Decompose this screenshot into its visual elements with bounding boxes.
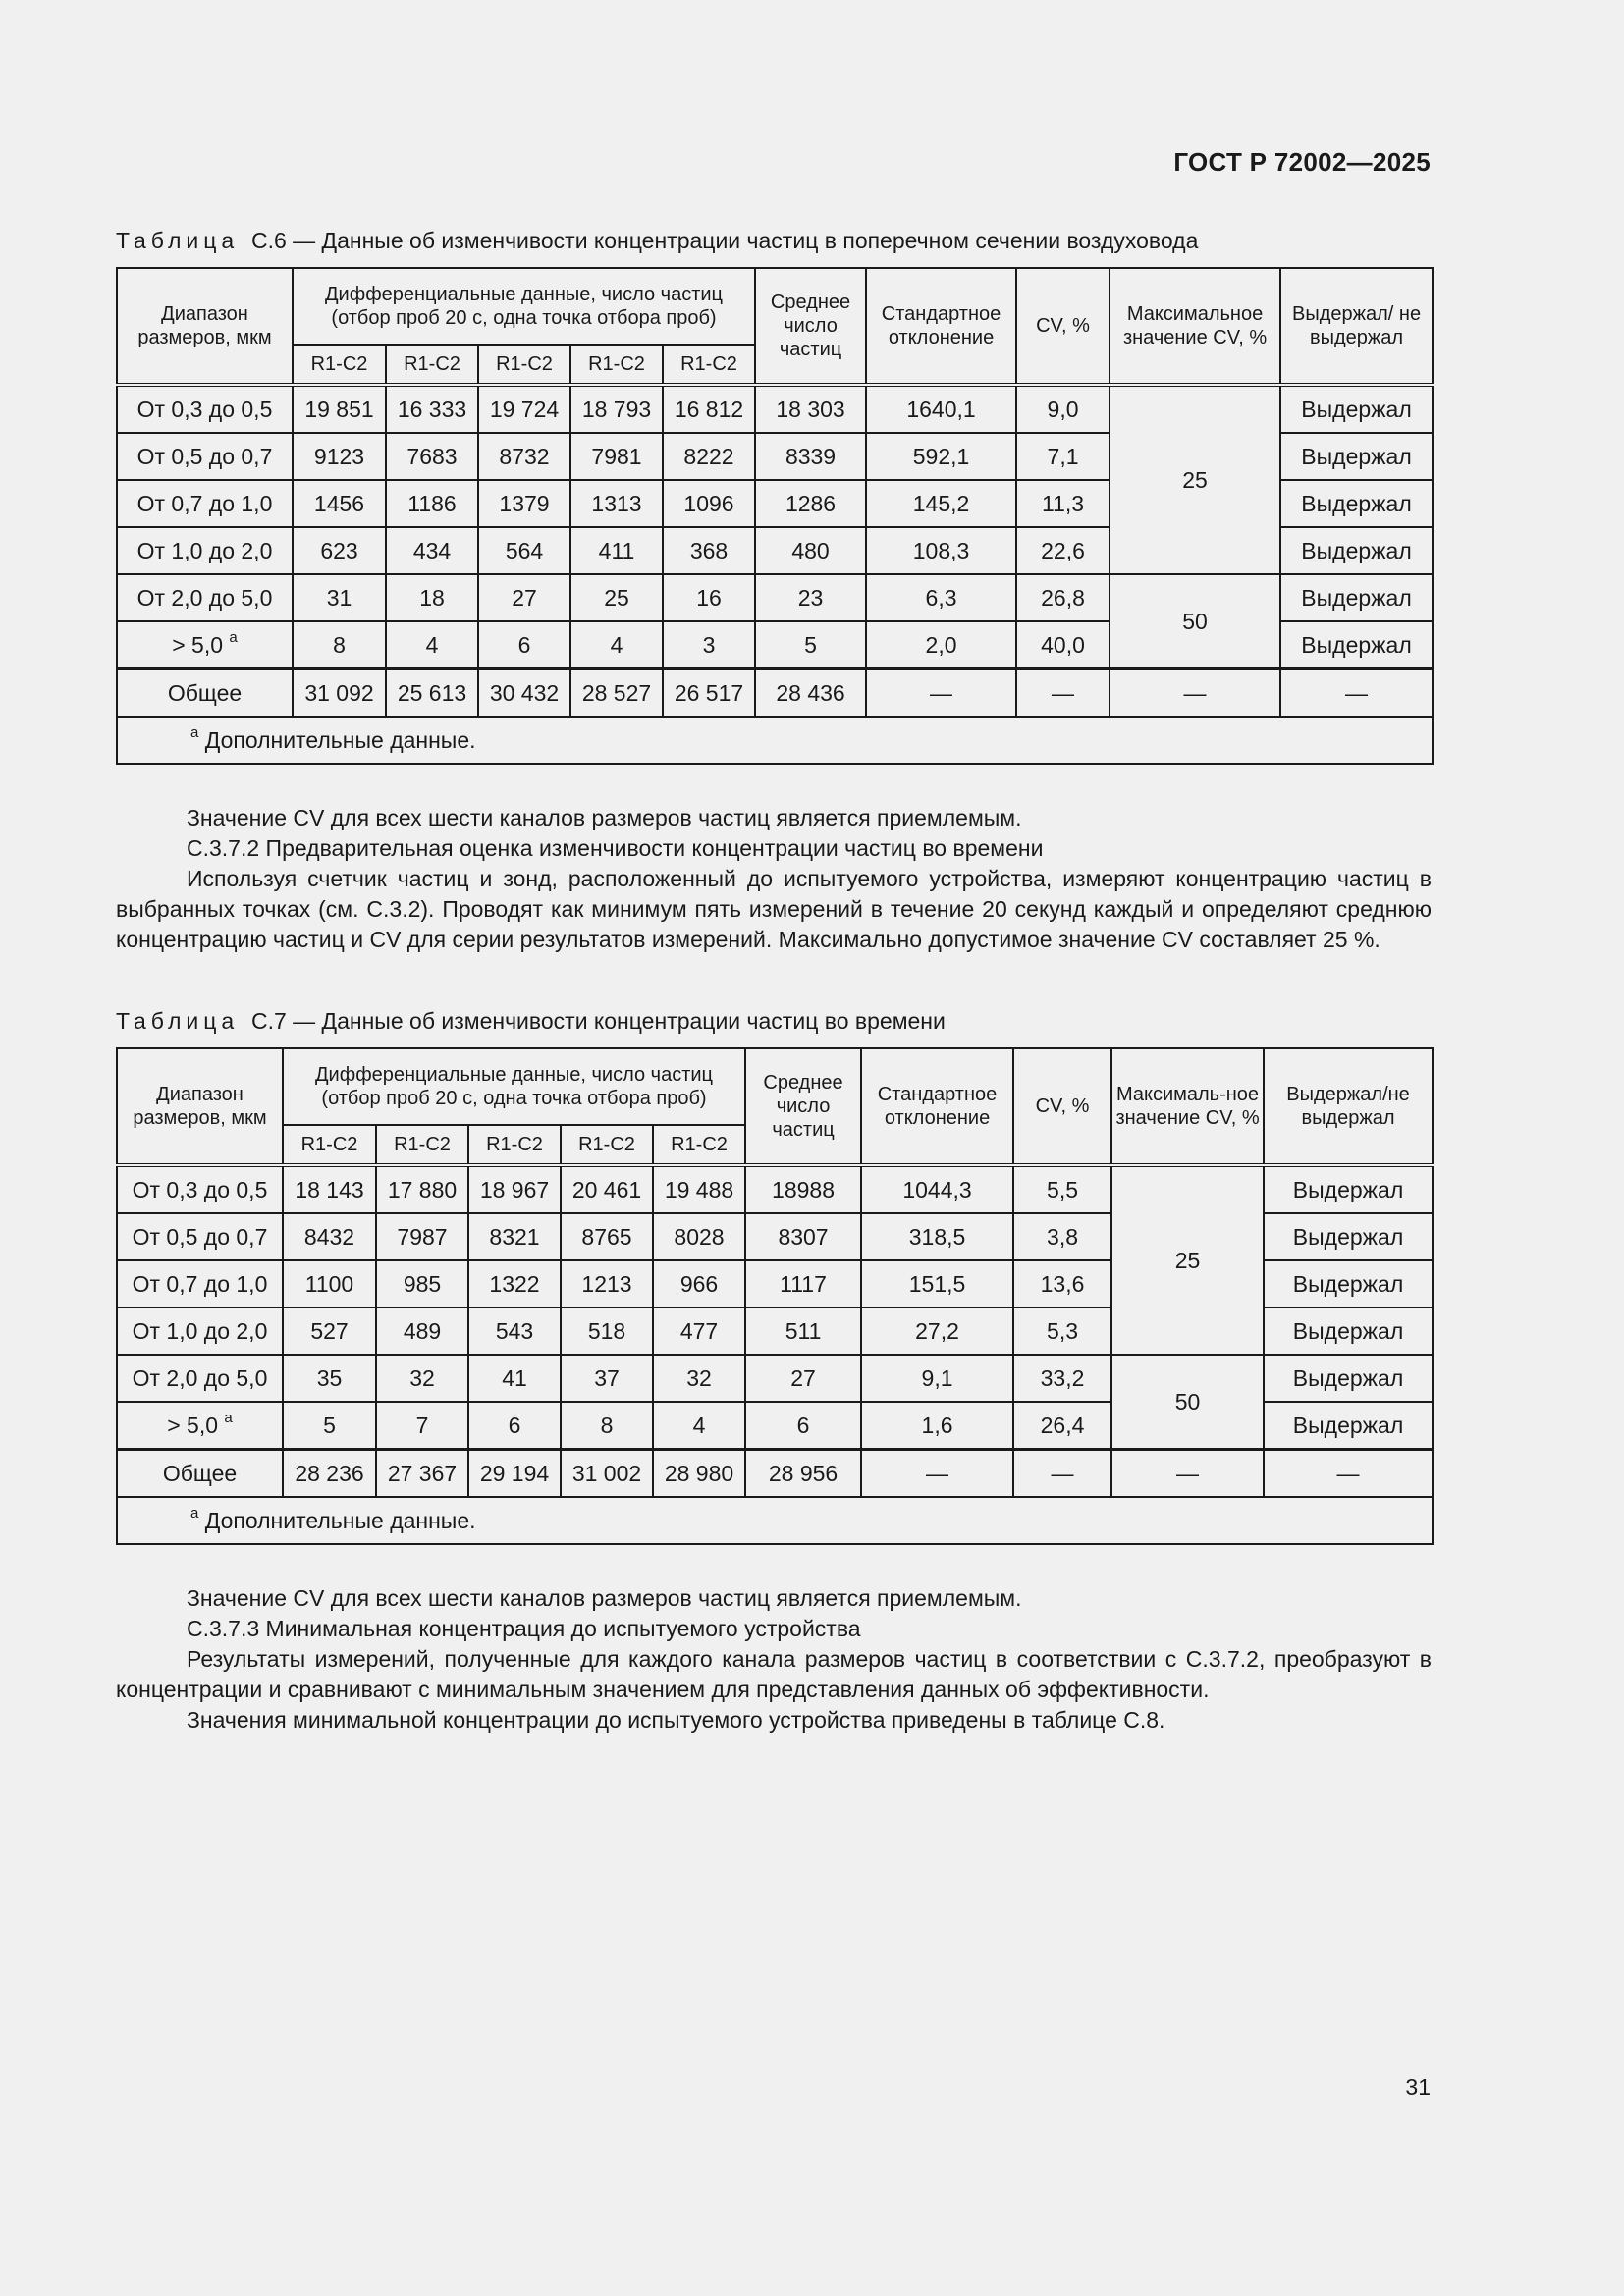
header-cv: CV, % [1013, 1048, 1111, 1165]
cell-range: От 0,3 до 0,5 [117, 1165, 283, 1213]
cell-value: 32 [653, 1355, 745, 1402]
cell-value: 31 002 [561, 1450, 653, 1498]
cell-range [117, 1402, 283, 1450]
cell-std: 27,2 [861, 1308, 1013, 1355]
cell-value: 1213 [561, 1260, 653, 1308]
footnote-text: Дополнительные данные. [204, 1507, 476, 1533]
cell-value: 8 [293, 621, 386, 669]
cell-value: 1379 [478, 480, 570, 527]
cell-value: 1096 [663, 480, 755, 527]
cell-value: 8222 [663, 433, 755, 480]
cell-std: 592,1 [866, 433, 1016, 480]
cell-value: 29 194 [468, 1450, 561, 1498]
cell-result: Выдержал [1280, 527, 1433, 574]
paragraph: Значения минимальной концентрации до испытуемого устройства приведены в таблице С.8. [187, 1707, 1165, 1733]
cell-range: От 1,0 до 2,0 [117, 527, 293, 574]
cell-cv: 5,5 [1013, 1165, 1111, 1213]
cell-value: 16 333 [386, 385, 478, 433]
cell-value: 8765 [561, 1213, 653, 1260]
total-row [117, 669, 1433, 718]
cell-std: 1640,1 [866, 385, 1016, 433]
cell-value: 411 [570, 527, 663, 574]
header-result: Выдержал/ не выдержал [1280, 268, 1433, 385]
cell-range: Общее [117, 1450, 283, 1498]
cell-std: 9,1 [861, 1355, 1013, 1402]
cell-std: 108,3 [866, 527, 1016, 574]
cell-value: 7981 [570, 433, 663, 480]
cell-range: От 0,7 до 1,0 [117, 1260, 283, 1308]
cell-cv: 22,6 [1016, 527, 1110, 574]
cell-value: 477 [653, 1308, 745, 1355]
cell-max-cv: 25 [1110, 385, 1280, 574]
cell-mean: 8307 [745, 1213, 861, 1260]
cell-std: 1,6 [861, 1402, 1013, 1450]
cell-mean: 23 [755, 574, 866, 621]
cell-value: 26 517 [663, 669, 755, 718]
cell-range: От 2,0 до 5,0 [117, 1355, 283, 1402]
cell-cv: 11,3 [1016, 480, 1110, 527]
paragraph: Значение CV для всех шести каналов размеров частиц является приемлемым. [187, 805, 1022, 830]
cell-value: 30 432 [478, 669, 570, 718]
cell-value: 1313 [570, 480, 663, 527]
cell-value: 16 812 [663, 385, 755, 433]
cell-value: 35 [283, 1355, 376, 1402]
range-text: > 5,0 [167, 1412, 219, 1438]
table-row [117, 1165, 1433, 1213]
cell-value: 1322 [468, 1260, 561, 1308]
paragraph: Используя счетчик частиц и зонд, расположенный до испытуемого устройства, измеряют концентрацию частиц в выбранных точках (см. С.3.2). Проводят как минимум пять измерений в течение 20 секунд каждый и определяют среднюю концентрацию частиц и CV для серии результатов измерений. Максимально допустимое значение CV составляет 25 %. [116, 866, 1432, 952]
cell-value: 1186 [386, 480, 478, 527]
cell-cv: 9,0 [1016, 385, 1110, 433]
table2-caption [116, 1008, 946, 1035]
cell-value: 8321 [468, 1213, 561, 1260]
cell-value: 27 367 [376, 1450, 468, 1498]
cell-value: 31 092 [293, 669, 386, 718]
cell-value: 8732 [478, 433, 570, 480]
cell-mean: 5 [755, 621, 866, 669]
cell-range [117, 621, 293, 669]
cell-cv: 13,6 [1013, 1260, 1111, 1308]
cell-value: 434 [386, 527, 478, 574]
cell-cv: 26,4 [1013, 1402, 1111, 1450]
cell-value: 19 851 [293, 385, 386, 433]
table-row [117, 1355, 1433, 1402]
header-std: Стандартное отклонение [861, 1048, 1013, 1165]
cell-range: От 0,3 до 0,5 [117, 385, 293, 433]
text-block-2 [116, 1583, 1432, 1735]
cell-std: 1044,3 [861, 1165, 1013, 1213]
cell-value: 7 [376, 1402, 468, 1450]
cell-value: 18 143 [283, 1165, 376, 1213]
cell-cv: 40,0 [1016, 621, 1110, 669]
header-sub: R1-C2 [293, 345, 386, 385]
cell-result: Выдержал [1264, 1260, 1433, 1308]
footnote [117, 1497, 1433, 1544]
cell-value: 9123 [293, 433, 386, 480]
cell-mean: 1117 [745, 1260, 861, 1308]
header-sub: R1-C2 [561, 1125, 653, 1165]
table2-caption-label: Таблица [116, 1008, 240, 1034]
footnote-mark: а [224, 1409, 233, 1426]
section-heading: С.3.7.3 Минимальная концентрация до испытуемого устройства [187, 1616, 861, 1641]
cell-std: 6,3 [866, 574, 1016, 621]
cell-value: 8028 [653, 1213, 745, 1260]
cell-result: Выдержал [1264, 1165, 1433, 1213]
cell-value: 19 488 [653, 1165, 745, 1213]
cell-value: 18 793 [570, 385, 663, 433]
cell-value: 3 [663, 621, 755, 669]
cell-result: Выдержал [1264, 1213, 1433, 1260]
footnote-mark: а [229, 628, 238, 646]
header-result: Выдержал/не выдержал [1264, 1048, 1433, 1165]
cell-value: 4 [386, 621, 478, 669]
cell-value: 8 [561, 1402, 653, 1450]
cell-result: Выдержал [1280, 433, 1433, 480]
cell-max-cv: 50 [1110, 574, 1280, 669]
cell-result: Выдержал [1264, 1402, 1433, 1450]
header-sub: R1-C2 [468, 1125, 561, 1165]
paragraph: Результаты измерений, полученные для каждого канала размеров частиц в соответствии с С.3.7.2, преобразуют в концентрации и сравнивают с минимальным значением для представления данных об эффективности. [116, 1646, 1432, 1702]
cell-std: 2,0 [866, 621, 1016, 669]
cell-mean: 28 436 [755, 669, 866, 718]
cell-value: 6 [478, 621, 570, 669]
cell-mean: 511 [745, 1308, 861, 1355]
cell-value: 564 [478, 527, 570, 574]
cell-value: 37 [561, 1355, 653, 1402]
cell-result: Выдержал [1280, 621, 1433, 669]
cell-value: 518 [561, 1308, 653, 1355]
header-mean: Среднее число частиц [745, 1048, 861, 1165]
cell-cv: 7,1 [1016, 433, 1110, 480]
cell-cv: 33,2 [1013, 1355, 1111, 1402]
table1-caption-label: Таблица [116, 228, 240, 253]
cell-value: 27 [478, 574, 570, 621]
cell-value: 16 [663, 574, 755, 621]
cell-value: 966 [653, 1260, 745, 1308]
cell-std: 151,5 [861, 1260, 1013, 1308]
cell-value: 31 [293, 574, 386, 621]
table-row [117, 574, 1433, 621]
cell-value: 17 880 [376, 1165, 468, 1213]
cell-mean: 480 [755, 527, 866, 574]
cell-value: 19 724 [478, 385, 570, 433]
cell-mean: 6 [745, 1402, 861, 1450]
footnote-mark: а [190, 723, 199, 741]
cell-result: Выдержал [1280, 480, 1433, 527]
cell-range: От 0,5 до 0,7 [117, 1213, 283, 1260]
cell-mean: 28 956 [745, 1450, 861, 1498]
footnote [117, 717, 1433, 764]
cell-cv: 5,3 [1013, 1308, 1111, 1355]
header-sub: R1-C2 [283, 1125, 376, 1165]
cell-std: 145,2 [866, 480, 1016, 527]
cell-value: 5 [283, 1402, 376, 1450]
cell-value: 527 [283, 1308, 376, 1355]
cell-result: Выдержал [1280, 385, 1433, 433]
cell-value: 32 [376, 1355, 468, 1402]
cell-mean: 27 [745, 1355, 861, 1402]
table-row [117, 385, 1433, 433]
cell-mean: 18 303 [755, 385, 866, 433]
header-sub: R1-C2 [386, 345, 478, 385]
table2-caption-text: С.7 — Данные об изменчивости концентрации частиц во времени [250, 1008, 946, 1034]
cell-mean: 1286 [755, 480, 866, 527]
paragraph: Значение CV для всех шести каналов размеров частиц является приемлемым. [187, 1585, 1022, 1611]
table2 [116, 1047, 1434, 1545]
header-sub: R1-C2 [376, 1125, 468, 1165]
cell-std: 318,5 [861, 1213, 1013, 1260]
header-std: Стандартное отклонение [866, 268, 1016, 385]
cell-value: 25 613 [386, 669, 478, 718]
footnote-row [117, 717, 1433, 764]
header-diff: Дифференциальные данные, число частиц (отбор проб 20 с, одна точка отбора проб) [283, 1048, 745, 1125]
header-sub: R1-C2 [663, 345, 755, 385]
cell-value: 18 967 [468, 1165, 561, 1213]
cell-range: Общее [117, 669, 293, 718]
text-block-1 [116, 803, 1432, 955]
document-code: ГОСТ Р 72002—2025 [1173, 147, 1431, 177]
cell-result: — [1280, 669, 1433, 718]
cell-value: 41 [468, 1355, 561, 1402]
header-diff: Дифференциальные данные, число частиц (отбор проб 20 с, одна точка отбора проб) [293, 268, 755, 345]
cell-result: Выдержал [1280, 574, 1433, 621]
cell-cv: 3,8 [1013, 1213, 1111, 1260]
header-range: Диапазон размеров, мкм [117, 268, 293, 385]
cell-value: 489 [376, 1308, 468, 1355]
table1 [116, 267, 1434, 765]
table1-caption [116, 228, 1198, 254]
cell-result: — [1264, 1450, 1433, 1498]
cell-value: 1456 [293, 480, 386, 527]
cell-value: 7987 [376, 1213, 468, 1260]
header-sub: R1-C2 [570, 345, 663, 385]
header-sub: R1-C2 [478, 345, 570, 385]
header-cv: CV, % [1016, 268, 1110, 385]
section-heading: С.3.7.2 Предварительная оценка изменчивости концентрации частиц во времени [187, 835, 1044, 861]
header-sub: R1-C2 [653, 1125, 745, 1165]
cell-value: 25 [570, 574, 663, 621]
cell-range: От 0,5 до 0,7 [117, 433, 293, 480]
cell-max-cv: 25 [1111, 1165, 1264, 1355]
footnote-row [117, 1497, 1433, 1544]
cell-value: 20 461 [561, 1165, 653, 1213]
page-number: 31 [1405, 2074, 1431, 2100]
range-text: > 5,0 [172, 631, 224, 658]
footnote-text: Дополнительные данные. [204, 726, 476, 753]
table1-caption-text: С.6 — Данные об изменчивости концентрации частиц в поперечном сечении воздуховода [250, 228, 1199, 253]
cell-max-cv: 50 [1111, 1355, 1264, 1450]
cell-range: От 1,0 до 2,0 [117, 1308, 283, 1355]
total-row [117, 1450, 1433, 1498]
cell-std: — [861, 1450, 1013, 1498]
cell-cv: — [1016, 669, 1110, 718]
cell-value: 28 236 [283, 1450, 376, 1498]
cell-range: От 0,7 до 1,0 [117, 480, 293, 527]
cell-value: 1100 [283, 1260, 376, 1308]
header-range: Диапазон размеров, мкм [117, 1048, 283, 1165]
cell-value: 7683 [386, 433, 478, 480]
cell-cv: — [1013, 1450, 1111, 1498]
cell-value: 28 980 [653, 1450, 745, 1498]
cell-value: 6 [468, 1402, 561, 1450]
cell-result: Выдержал [1264, 1308, 1433, 1355]
header-max-cv: Максималь-ное значение CV, % [1111, 1048, 1264, 1165]
cell-value: 368 [663, 527, 755, 574]
cell-value: 985 [376, 1260, 468, 1308]
cell-value: 623 [293, 527, 386, 574]
cell-value: 4 [570, 621, 663, 669]
header-mean: Среднее число частиц [755, 268, 866, 385]
cell-std: — [866, 669, 1016, 718]
footnote-mark: а [190, 1504, 199, 1522]
cell-max-cv: — [1111, 1450, 1264, 1498]
cell-result: Выдержал [1264, 1355, 1433, 1402]
cell-cv: 26,8 [1016, 574, 1110, 621]
cell-value: 28 527 [570, 669, 663, 718]
cell-max-cv: — [1110, 669, 1280, 718]
cell-mean: 18988 [745, 1165, 861, 1213]
cell-mean: 8339 [755, 433, 866, 480]
cell-value: 543 [468, 1308, 561, 1355]
cell-value: 4 [653, 1402, 745, 1450]
cell-range: От 2,0 до 5,0 [117, 574, 293, 621]
cell-value: 18 [386, 574, 478, 621]
header-max-cv: Максимальное значение CV, % [1110, 268, 1280, 385]
cell-value: 8432 [283, 1213, 376, 1260]
